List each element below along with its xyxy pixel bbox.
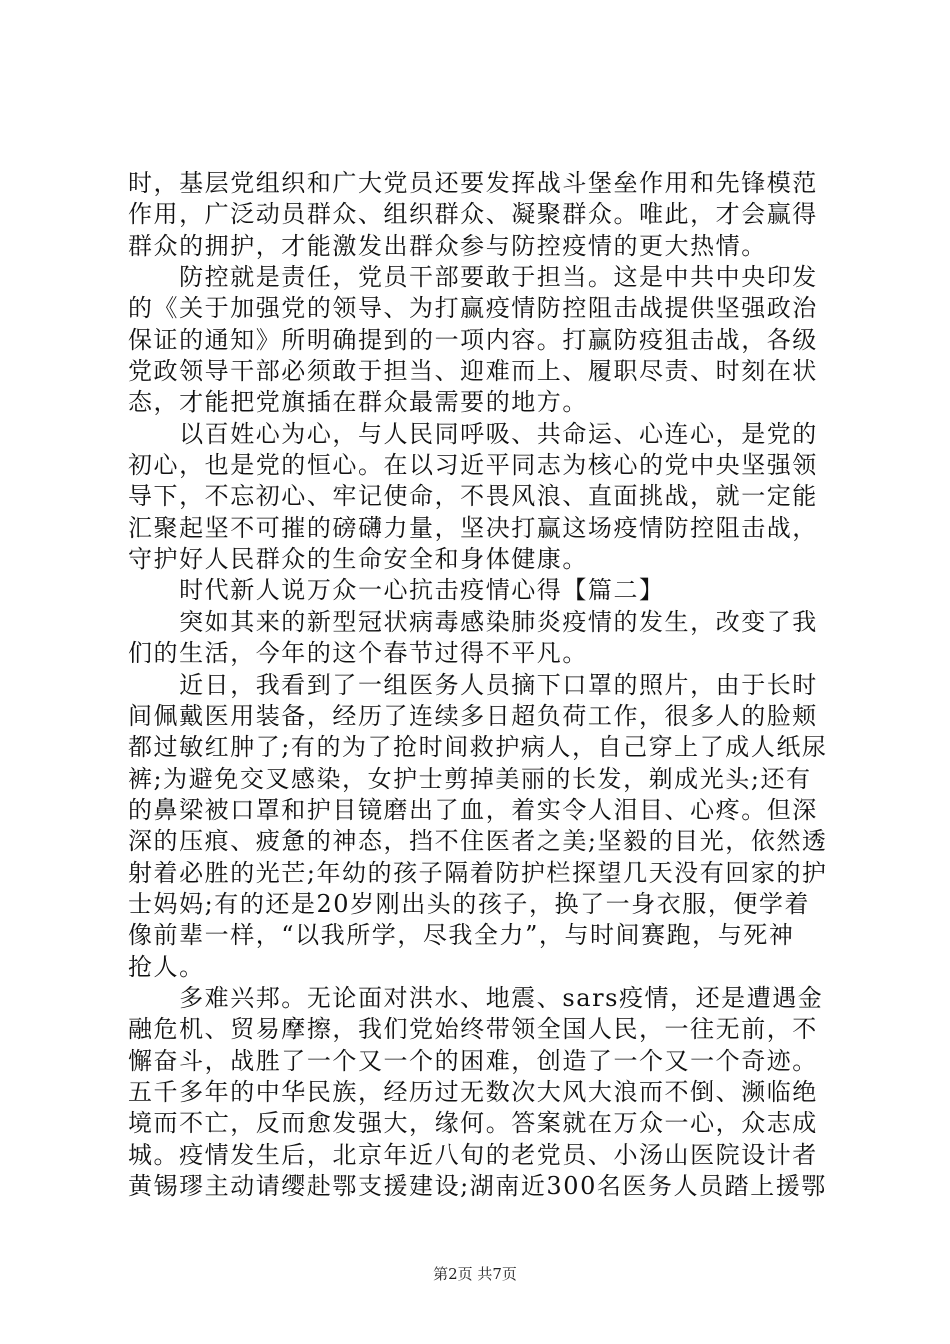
text-line: 时代新人说万众一心抗击疫情心得【篇二】	[128, 576, 665, 605]
text-line: 导下，不忘初心、牢记使命，不畏风浪、直面挑战，就一定能	[128, 482, 818, 511]
page-footer: 第2页 共7页	[433, 1265, 517, 1283]
text-line: 间佩戴医用装备，经历了连续多日超负荷工作，很多人的脸颊	[128, 701, 818, 730]
text-line: 城。疫情发生后，北京年近八旬的老党员、小汤山医院设计者	[128, 1140, 818, 1169]
text-line: 突如其来的新型冠状病毒感染肺炎疫情的发生，改变了我	[128, 607, 818, 636]
text-line: 多难兴邦。无论面对洪水、地震、sars疫情，还是遭遇金	[128, 983, 824, 1012]
text-line: 初心，也是党的恒心。在以习近平同志为核心的党中央坚强领	[128, 451, 818, 480]
text-line: 裤;为避免交叉感染，女护士剪掉美丽的长发，剃成光头;还有	[128, 764, 812, 793]
text-line: 以百姓心为心，与人民同呼吸、共命运、心连心，是党的	[128, 419, 818, 448]
text-line: 作用，广泛动员群众、组织群众、凝聚群众。唯此，才会赢得	[128, 200, 818, 229]
text-line: 保证的通知》所明确提到的一项内容。打赢防疫狙击战，各级	[128, 325, 818, 354]
text-line: 都过敏红肿了;有的为了抢时间救护病人，自己穿上了成人纸尿	[128, 733, 828, 762]
text-line: 们的生活，今年的这个春节过得不平凡。	[128, 639, 588, 668]
text-line: 融危机、贸易摩擦，我们党始终带领全国人民，一往无前，不	[128, 1015, 818, 1044]
text-line: 群众的拥护，才能激发出群众参与防控疫情的更大热情。	[128, 231, 767, 260]
text-line: 黄锡璆主动请缨赴鄂支援建设;湖南近300名医务人员踏上援鄂	[128, 1172, 827, 1200]
text-line: 态，才能把党旗插在群众最需要的地方。	[128, 388, 588, 417]
text-line: 党政领导干部必须敢于担当、迎难而上、履职尽责、时刻在状	[128, 357, 818, 386]
text-line: 抢人。	[128, 952, 205, 981]
document-body	[128, 168, 832, 1202]
text-line: 懈奋斗，战胜了一个又一个的困难，创造了一个又一个奇迹。	[128, 1046, 818, 1075]
text-line: 五千多年的中华民族，经历过无数次大风大浪而不倒、濒临绝	[128, 1077, 818, 1106]
text-line: 士妈妈;有的还是20岁刚出头的孩子，换了一身衣服，便学着	[128, 889, 811, 918]
text-line: 的《关于加强党的领导、为打赢疫情防控阻击战提供坚强政治	[128, 294, 818, 323]
text-line: 的鼻梁被口罩和护目镜磨出了血，着实令人泪目、心疼。但深	[128, 795, 818, 824]
text-line: 防控就是责任，党员干部要敢于担当。这是中共中央印发	[128, 263, 818, 292]
text-line: 境而不亡，反而愈发强大，缘何。答案就在万众一心，众志成	[128, 1109, 818, 1138]
text-line: 近日，我看到了一组医务人员摘下口罩的照片，由于长时	[128, 670, 818, 699]
text-line: 守护好人民群众的生命安全和身体健康。	[128, 545, 588, 574]
text-line: 汇聚起坚不可摧的磅礴力量，坚决打赢这场疫情防控阻击战，	[128, 513, 818, 542]
text-line: 像前辈一样，“以我所学，尽我全力”，与时间赛跑，与死神	[128, 921, 795, 950]
text-line: 射着必胜的光芒;年幼的孩子隔着防护栏探望几天没有回家的护	[128, 858, 828, 887]
text-line: 时，基层党组织和广大党员还要发挥战斗堡垒作用和先锋模范	[128, 169, 818, 197]
text-line: 深的压痕、疲惫的神态，挡不住医者之美;坚毅的目光，依然透	[128, 827, 828, 856]
